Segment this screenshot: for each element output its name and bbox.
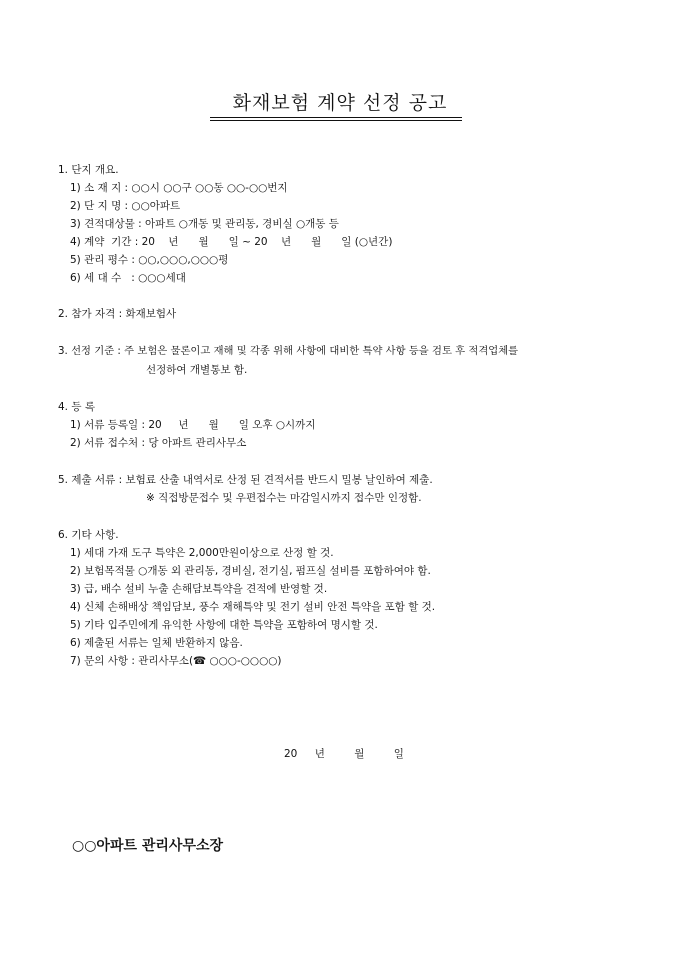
section-6-line-6: 6) 제출된 서류는 일체 반환하지 않음. xyxy=(70,637,243,649)
title-underline-bottom xyxy=(210,120,462,121)
date-day-label: 일 xyxy=(393,748,404,760)
section-4-line-1: 1) 서류 등록일 : 20 년 월 일 오후 ○시까지 xyxy=(70,419,316,431)
section-6-line-1: 1) 세대 가재 도구 특약은 2,000만원이상으로 산정 할 것. xyxy=(70,547,334,559)
section-1-line-4: 4) 계약 기간 : 20 년 월 일 ~ 20 년 월 일 (○년간) xyxy=(70,236,393,248)
section-1-heading: 1. 단지 개요. xyxy=(58,164,119,176)
section-4-line-2: 2) 서류 접수처 : 당 아파트 관리사무소 xyxy=(70,437,247,449)
section-1-line-1: 1) 소 재 지 : ○○시 ○○구 ○○동 ○○-○○번지 xyxy=(70,182,288,194)
section-1-line-6: 6) 세 대 수 : ○○○세대 xyxy=(70,272,186,284)
section-1-line-2: 2) 단 지 명 : ○○아파트 xyxy=(70,200,181,212)
date-month-label: 월 xyxy=(354,748,365,760)
section-6-line-5: 5) 기타 입주민에게 유익한 사항에 대한 특약을 포함하여 명시할 것. xyxy=(70,619,378,631)
date-year-label: 년 xyxy=(314,748,325,760)
issuer-signature: ○○아파트 관리사무소장 xyxy=(72,838,224,854)
notice-date xyxy=(284,746,404,761)
section-1-line-5: 5) 관리 평수 : ○○,○○○,○○○평 xyxy=(70,254,229,266)
document-title: 화재보험 계약 선정 공고 xyxy=(232,92,448,114)
section-1-line-3: 3) 견적대상물 : 아파트 ○개동 및 관리동, 경비실 ○개동 등 xyxy=(70,218,339,230)
section-5-line-1: ※ 직접방문접수 및 우편접수는 마감일시까지 접수만 인정함. xyxy=(146,492,422,504)
date-year-prefix: 20 xyxy=(284,748,298,760)
section-2-heading: 2. 참가 자격 : 화재보험사 xyxy=(58,308,177,320)
section-4-heading: 4. 등 록 xyxy=(58,401,95,413)
section-3-line-1: 선정하여 개별통보 함. xyxy=(146,364,248,376)
section-3-heading: 3. 선정 기준 : 주 보험은 물론이고 재해 및 각종 위해 사항에 대비한 특약 사항 등을 검토 후 적격업체를 xyxy=(58,345,519,357)
section-6-heading: 6. 기타 사항. xyxy=(58,529,119,541)
section-6-line-3: 3) 급, 배수 설비 누출 손해담보특약을 견적에 반영할 것. xyxy=(70,583,328,595)
section-6-line-4: 4) 신체 손해배상 책임담보, 풍수 재해특약 및 전기 설비 안전 특약을 포함 할 것. xyxy=(70,601,436,613)
section-6-line-2: 2) 보험목적물 ○개동 외 관리동, 경비실, 전기실, 펌프실 설비를 포함하여야 함. xyxy=(70,565,431,577)
section-6-line-7: 7) 문의 사항 : 관리사무소(☎ ○○○-○○○○) xyxy=(70,655,282,667)
section-5-heading: 5. 제출 서류 : 보험료 산출 내역서로 산정 된 견적서를 반드시 밀봉 날인하여 제출. xyxy=(58,474,433,486)
title-underline-top xyxy=(210,117,462,118)
